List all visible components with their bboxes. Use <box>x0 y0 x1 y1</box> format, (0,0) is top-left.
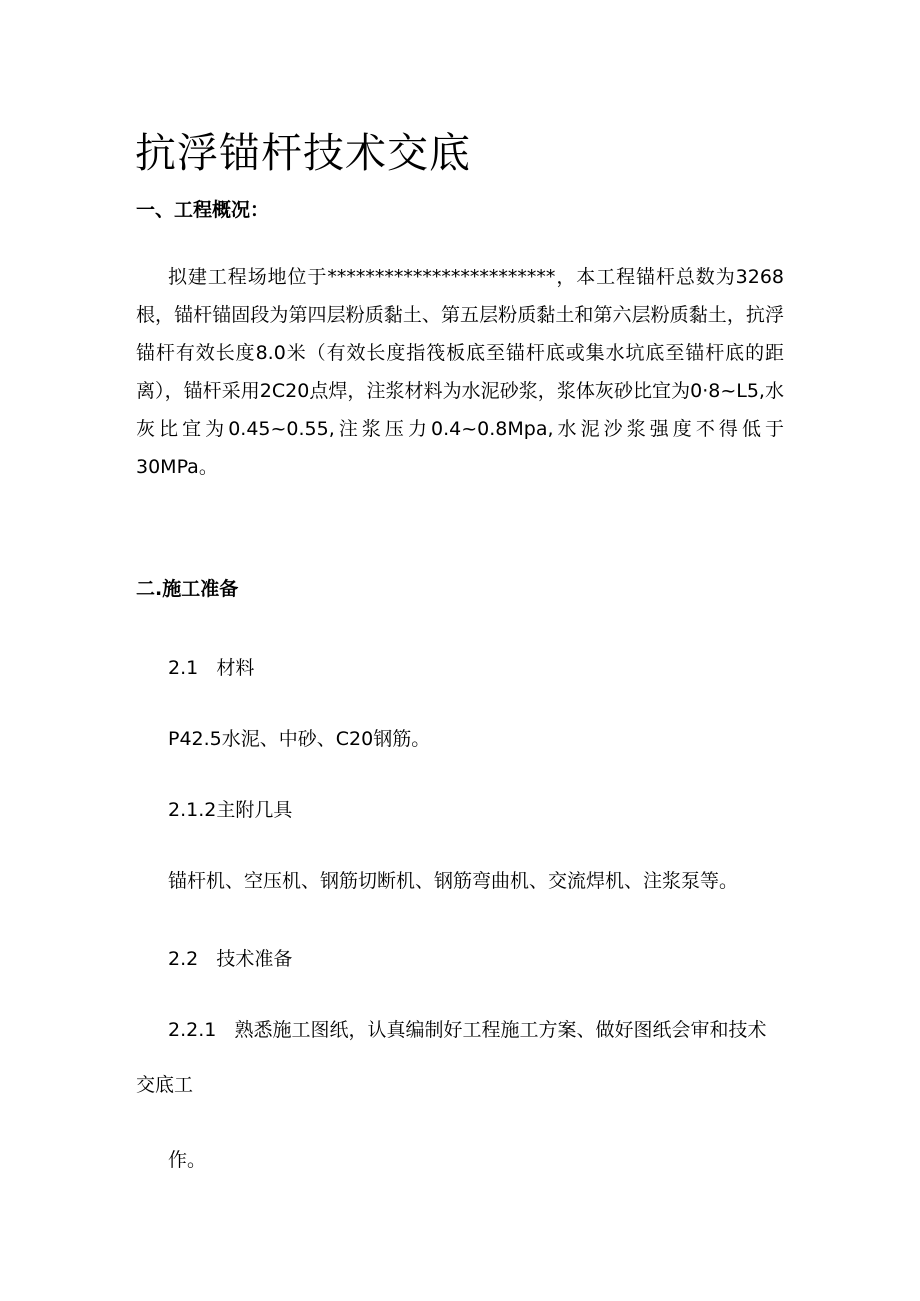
item-2-1-2-equipment-heading: 2.1.2主附几具 <box>168 799 293 821</box>
item-2-1-materials-heading: 2.1 材料 <box>168 657 255 679</box>
item-2-2-technical-preparation-heading: 2.2 技术准备 <box>168 948 293 970</box>
materials-text: P42.5水泥、中砂、C20钢筋。 <box>168 728 431 750</box>
section-heading-construction-preparation: 二.施工准备 <box>136 578 239 600</box>
item-2-2-1-text-line3: 作。 <box>168 1149 207 1171</box>
item-2-2-1-text-line1: 2.2.1 熟悉施工图纸，认真编制好工程施工方案、做好图纸会审和技术 <box>168 1019 767 1041</box>
project-overview-paragraph: 拟建工程场地位于************************，本工程锚杆总数为3268根，锚杆锚固段为第四层粉质黏土、第五层粉质黏土和第六层粉质黏土，抗浮锚杆有效长度8.0米（有效长度指筏板底至锚杆底或集水坑底至锚杆底的距离），锚杆采用2C20点焊，注浆材料为水泥砂浆，浆体灰砂比宜为0·8~L5,水灰比宜为0.45~0.55,注浆压力0.4~0.8Mpa,水泥沙浆强度不得低于30MPa。 <box>136 266 784 478</box>
equipment-text: 锚杆机、空压机、钢筋切断机、钢筋弯曲机、交流焊机、注浆泵等。 <box>168 870 739 892</box>
document-title: 抗浮锚杆技术交底 <box>135 129 471 177</box>
section-heading-project-overview: 一、工程概况： <box>136 199 270 221</box>
item-2-2-1-text-line2: 交底工 <box>136 1074 194 1096</box>
